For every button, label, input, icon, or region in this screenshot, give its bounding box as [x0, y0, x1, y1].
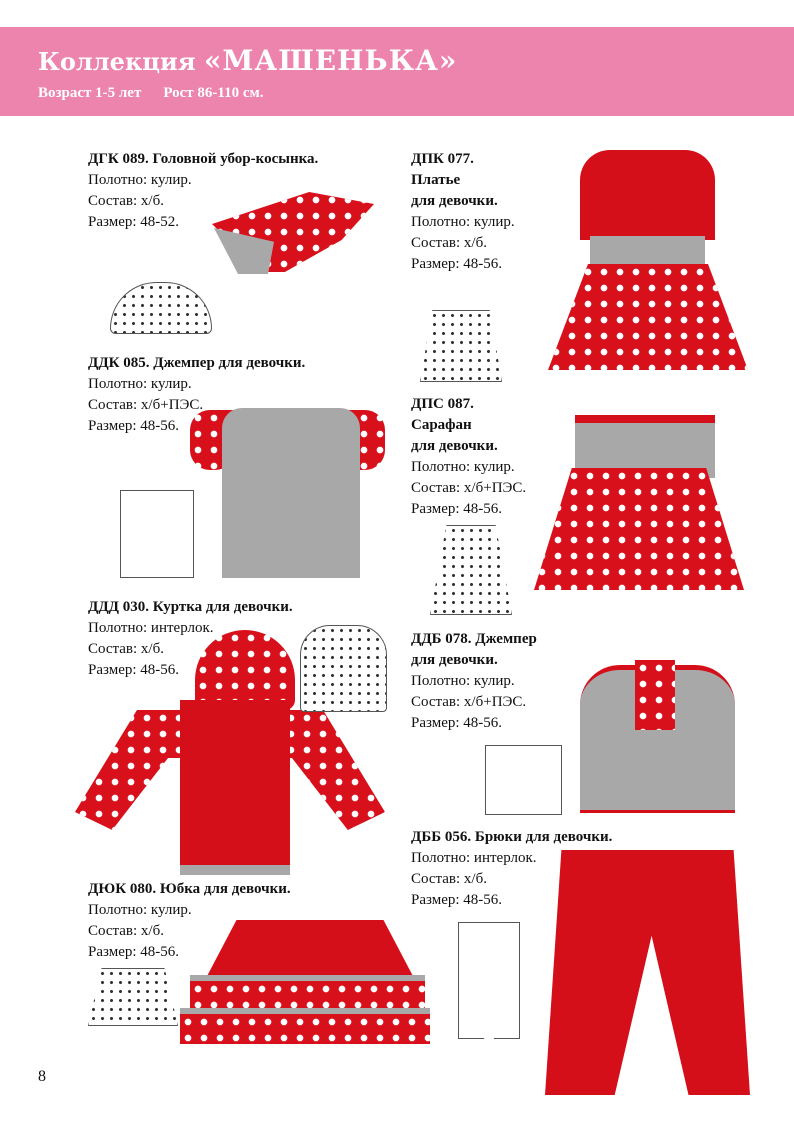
age-range: Возраст 1-5 лет	[38, 85, 142, 101]
trousers-photo	[545, 850, 750, 1095]
product-title-line2: Платье	[411, 172, 461, 188]
product-composition: Состав: х/б.	[88, 641, 164, 657]
product-title: ДДД 030. Куртка для девочки.	[88, 599, 293, 615]
product-composition: Состав: х/б.	[88, 923, 164, 939]
product-size: Размер: 48-56.	[88, 418, 180, 434]
product-size: Размер: 48-52.	[88, 214, 180, 230]
product-size: Размер: 48-56.	[411, 715, 503, 731]
product-composition: Состав: х/б.	[411, 871, 487, 887]
product-size: Размер: 48-56.	[411, 892, 503, 908]
product-composition: Состав: х/б+ПЭС.	[88, 397, 204, 413]
product-composition: Состав: х/б.	[411, 235, 487, 251]
product-fabric: Полотно: кулир.	[88, 376, 192, 392]
sundress-sketch	[430, 525, 512, 615]
product-composition: Состав: х/б.	[88, 193, 164, 209]
product-title: ДДК 085. Джемпер для девочки.	[88, 355, 306, 371]
product-size: Размер: 48-56.	[411, 501, 503, 517]
dress-photo	[548, 264, 748, 370]
product-fabric: Полотно: интерлок.	[411, 850, 537, 866]
product-dpk077	[411, 149, 515, 275]
top-sketch	[485, 745, 562, 815]
height-range: Рост 86-110 см.	[163, 85, 264, 101]
skirt-photo	[205, 920, 415, 980]
product-fabric: Полотно: кулир.	[411, 459, 515, 475]
collection-name: «МАШЕНЬКА»	[203, 44, 458, 77]
product-fabric: Полотно: кулир.	[411, 214, 515, 230]
product-composition: Состав: х/б+ПЭС.	[411, 480, 527, 496]
product-title-line3: для девочки.	[411, 193, 498, 209]
skirt-ruffle-2	[180, 1008, 430, 1044]
top-ruffle	[635, 660, 675, 730]
product-fabric: Полотно: кулир.	[88, 902, 192, 918]
page-number: 8	[38, 1068, 46, 1085]
subtitle	[38, 85, 263, 102]
product-title-line2: для девочки.	[411, 652, 498, 668]
product-title: ДББ 056. Брюки для девочки.	[411, 829, 613, 845]
skirt-sketch	[88, 968, 178, 1026]
product-title-line1: ДПК 077.	[411, 151, 474, 167]
jacket-sketch	[300, 625, 387, 712]
product-ddb078	[411, 629, 537, 734]
product-title-line2: Сарафан	[411, 417, 472, 433]
product-size: Размер: 48-56.	[88, 944, 180, 960]
product-size: Размер: 48-56.	[411, 256, 503, 272]
product-title: ДЮК 080. Юбка для девочки.	[88, 881, 291, 897]
product-dps087	[411, 394, 526, 520]
product-title-line1: ДДБ 078. Джемпер	[411, 631, 537, 647]
headscarf-sketch	[110, 282, 212, 334]
title-prefix: Коллекция	[38, 47, 196, 76]
jumper-photo	[222, 408, 360, 578]
trousers-sketch	[458, 922, 520, 1039]
jacket-photo	[180, 700, 290, 875]
collection-title	[38, 44, 457, 77]
skirt-ruffle-1	[190, 975, 425, 1009]
product-title-line1: ДПС 087.	[411, 396, 474, 412]
jumper-sketch	[120, 490, 194, 578]
product-fabric: Полотно: кулир.	[88, 172, 192, 188]
product-composition: Состав: х/б+ПЭС.	[411, 694, 527, 710]
product-size: Размер: 48-56.	[88, 662, 180, 678]
product-title-line3: для девочки.	[411, 438, 498, 454]
product-fabric: Полотно: интерлок.	[88, 620, 214, 636]
dress-bodice	[580, 150, 715, 240]
dress-sketch	[420, 310, 502, 382]
sundress-photo	[534, 468, 744, 590]
product-title: ДГК 089. Головной убор-косынка.	[88, 151, 319, 167]
dress-waist	[590, 236, 705, 266]
product-fabric: Полотно: кулир.	[411, 673, 515, 689]
